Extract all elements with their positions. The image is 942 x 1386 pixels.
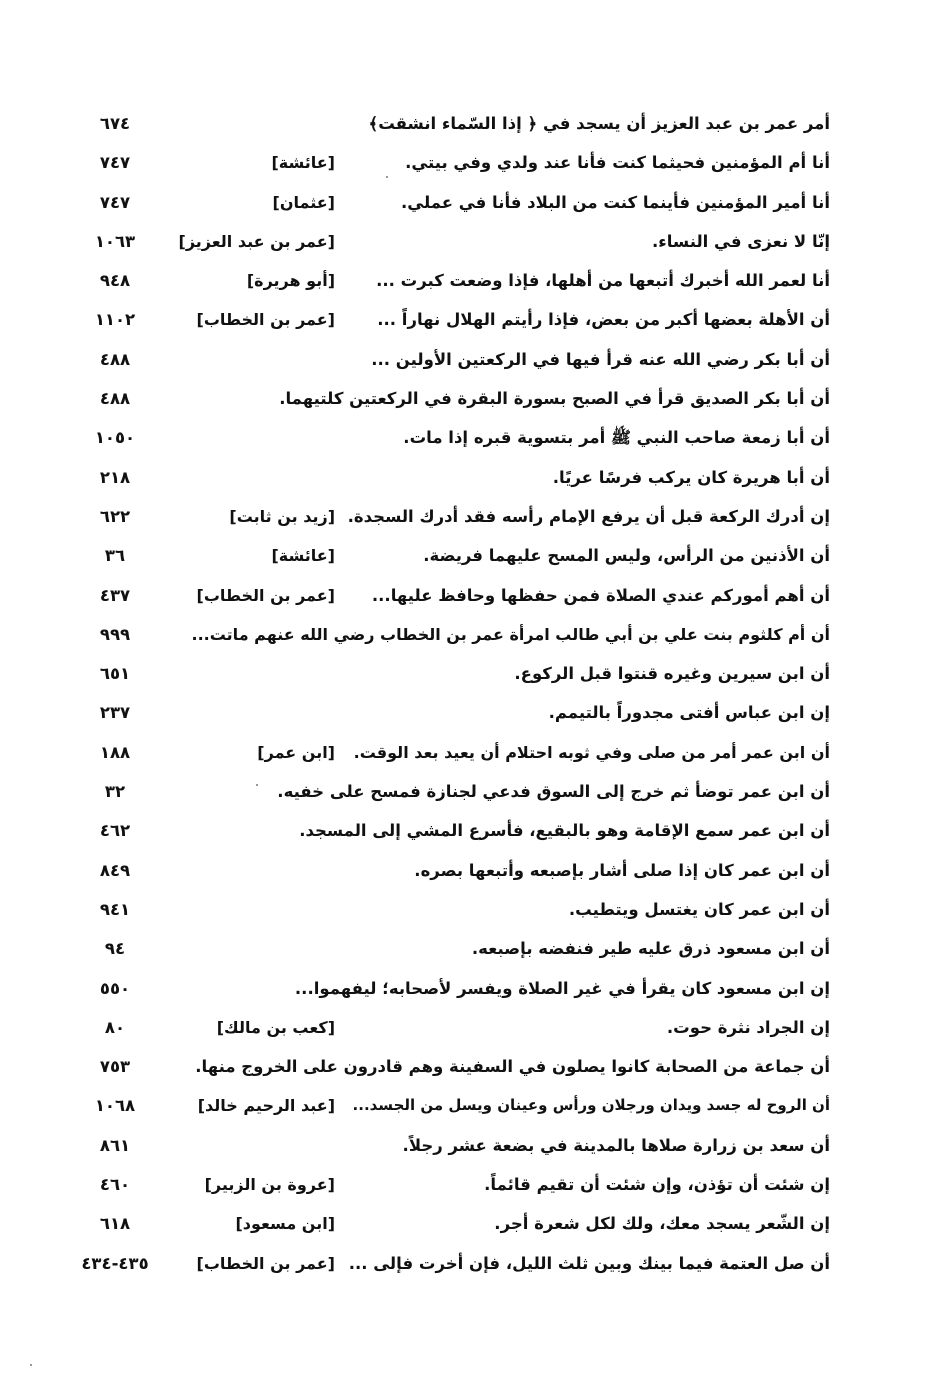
entry-page-number: ٤٨٨ xyxy=(99,349,131,369)
entry-text: أن أبا بكر رضي الله عنه قرأ فيها في الركعتين الأولين ... xyxy=(371,349,830,369)
entry-page-number: ١٠٦٨ xyxy=(94,1096,136,1116)
entry-text: أن ابن عمر كان إذا صلى أشار بإصبعه وأتبعها بصره. xyxy=(414,860,830,880)
entry-text: أن أبا بكر الصديق قرأ في الصبح بسورة البقرة في الركعتين كلتيهما. xyxy=(279,389,830,409)
entry-page-number: ٤٨٨ xyxy=(99,389,131,409)
entry-text: إن الشّعر يسجد معك، ولك لكل شعرة أجر. xyxy=(494,1214,830,1234)
index-entry xyxy=(60,147,830,186)
entry-page-number: ٦١٨ xyxy=(99,1214,131,1234)
index-entry xyxy=(60,776,830,815)
scan-speck xyxy=(256,784,258,786)
entry-text: أن ابن عمر سمع الإقامة وهو بالبقيع، فأسرع المشي إلى المسجد. xyxy=(299,821,830,841)
index-entry xyxy=(60,1130,830,1169)
index-entry xyxy=(60,1090,830,1129)
index-entry xyxy=(60,580,830,619)
entry-page-number: ٨٦١ xyxy=(99,1135,131,1155)
entry-text: أن ابن سيرين وغيره قنتوا قبل الركوع. xyxy=(514,664,830,684)
entry-page-number: ٤٣٧ xyxy=(99,585,131,605)
entry-text: أنا أمير المؤمنين فأينما كنت من البلاد فأنا في عملي. xyxy=(401,192,830,212)
entry-page-number: ٧٤٧ xyxy=(99,153,131,173)
entry-page-number: ٧٥٣ xyxy=(99,1057,131,1077)
index-entry xyxy=(60,737,830,776)
entry-text: أن جماعة من الصحابة كانوا يصلون في السفينة وهم قادرون على الخروج منها. xyxy=(195,1057,830,1077)
entry-text: أن الأذنين من الرأس، وليس المسح عليهما فريضة. xyxy=(423,546,830,566)
entry-source: [عمر بن الخطاب] xyxy=(196,310,335,330)
index-entry xyxy=(60,619,830,658)
entry-text: إن الجراد نثرة حوت. xyxy=(666,1017,830,1037)
index-entry xyxy=(60,855,830,894)
entry-source: [عبد الرحيم خالد] xyxy=(197,1096,335,1116)
index-entry xyxy=(60,226,830,265)
entry-source: [ابن عمر] xyxy=(257,742,335,762)
entry-text: إن شئت أن تؤذن، وإن شئت أن تقيم قائماً. xyxy=(484,1175,830,1195)
index-entry xyxy=(60,1051,830,1090)
entry-text: أن الأهلة بعضها أكبر من بعض، فإذا رأيتم الهلال نهاراً ... xyxy=(377,310,830,330)
entry-page-number: ٦٧٤ xyxy=(99,114,131,133)
entry-text: أمر عمر بن عبد العزيز أن يسجد في ﴿ إذا السّماء انشقت﴾ xyxy=(368,114,830,133)
entry-page-number: ٩٩٩ xyxy=(99,624,131,644)
entry-text: أن أم كلثوم بنت علي بن أبي طالب امرأة عمر بن الخطاب رضي الله عنهم ماتت... xyxy=(191,624,830,644)
entry-text: أن ابن مسعود ذرق عليه طير فنفضه بإصبعه. xyxy=(471,939,830,959)
index-entry xyxy=(60,540,830,579)
entry-text: أن ابن عمر كان يغتسل ويتطيب. xyxy=(568,899,830,919)
index-entry xyxy=(60,383,830,422)
index-entry xyxy=(60,973,830,1012)
entry-text: أن صل العتمة فيما بينك وبين ثلث الليل، فإن أخرت فإلى ... xyxy=(348,1253,830,1273)
entry-page-number: ٢١٨ xyxy=(99,467,131,487)
index-entry xyxy=(60,108,830,147)
entry-text: إن أدرك الركعة قبل أن يرفع الإمام رأسه فقد أدرك السجدة. xyxy=(347,506,830,526)
entry-text: أنا لعمر الله أخبرك أتبعها من أهلها، فإذا وضعت كبرت ... xyxy=(376,271,830,291)
entry-page-number: ٧٤٧ xyxy=(99,192,131,212)
index-entry xyxy=(60,1248,830,1287)
entry-source: [عمر بن الخطاب] xyxy=(196,585,335,605)
index-entry xyxy=(60,933,830,972)
entry-page-number: ٦٢٢ xyxy=(99,506,131,526)
entry-page-number: ٨٤٩ xyxy=(99,860,131,880)
entry-page-number: ٩٤ xyxy=(104,939,126,959)
index-entry xyxy=(60,1208,830,1247)
entry-page-number: ٣٦ xyxy=(104,546,126,566)
entry-source: [أبو هريرة] xyxy=(246,271,335,291)
entry-text: أنا أم المؤمنين فحيثما كنت فأنا عند ولدي وفي بيتي. xyxy=(405,153,830,173)
entry-source: [زيد بن ثابت] xyxy=(229,506,335,526)
entry-page-number: ١٨٨ xyxy=(99,742,131,762)
entry-text: أن أبا زمعة صاحب النبي ﷺ أمر بتسوية قبره إذا مات. xyxy=(403,428,830,448)
entry-text: أن الروح له جسد ويدان ورجلان ورأس وعينان ويسل من الجسد... xyxy=(352,1096,830,1115)
entry-source: [عمر بن الخطاب] xyxy=(196,1253,335,1273)
index-entry xyxy=(60,187,830,226)
entry-page-number: ٨٠ xyxy=(104,1017,126,1037)
entry-text: إن ابن مسعود كان يقرأ في غير الصلاة ويفسر لأصحابه؛ ليفهموا... xyxy=(294,978,830,998)
entry-source: [عمر بن عبد العزيز] xyxy=(178,231,335,251)
entry-page-number: ٤٣٥-٤٣٤ xyxy=(81,1253,149,1273)
entry-page-number: ٤٦٢ xyxy=(99,821,131,841)
entry-page-number: ١١٠٢ xyxy=(94,310,136,330)
index-entry xyxy=(60,697,830,736)
entry-source: [عائشة] xyxy=(271,546,335,566)
index-entry xyxy=(60,265,830,304)
entry-text: أن ابن عمر توضأ ثم خرج إلى السوق فدعي لجنازة فمسح على خفيه. xyxy=(277,782,830,802)
entry-text: إن ابن عباس أفتى مجدوراً بالتيمم. xyxy=(548,703,830,723)
entry-page-number: ٦٥١ xyxy=(99,664,131,684)
index-entry xyxy=(60,1012,830,1051)
entry-page-number: ٥٥٠ xyxy=(99,978,131,998)
index-entry xyxy=(60,894,830,933)
entry-text: أن ابن عمر أمر من صلى وفي ثوبه احتلام أن يعيد بعد الوقت. xyxy=(353,742,830,762)
entry-source: [كعب بن مالك] xyxy=(216,1017,335,1037)
entry-source: [عثمان] xyxy=(272,192,335,212)
entry-source: [عروة بن الزبير] xyxy=(204,1175,335,1195)
entry-page-number: ٢٣٧ xyxy=(99,703,131,723)
index-entry xyxy=(60,344,830,383)
entry-page-number: ٣٢ xyxy=(104,782,126,802)
index-entry xyxy=(60,658,830,697)
index-entries xyxy=(60,108,830,1287)
entry-text: أن سعد بن زرارة صلاها بالمدينة في بضعة عشر رجلاً. xyxy=(402,1135,830,1155)
entry-page-number: ١٠٥٠ xyxy=(94,428,136,448)
entry-source: [عائشة] xyxy=(271,153,335,173)
index-entry xyxy=(60,462,830,501)
entry-source: [ابن مسعود] xyxy=(235,1214,335,1234)
entry-text: إنّا لا نعزى في النساء. xyxy=(652,231,830,251)
index-entry xyxy=(60,422,830,461)
entry-page-number: ٩٤٨ xyxy=(99,271,131,291)
entry-text: أن أبا هريرة كان يركب فرسًا عريًا. xyxy=(552,467,830,487)
scan-speck xyxy=(386,176,388,178)
index-entry xyxy=(60,304,830,343)
scan-speck xyxy=(30,1364,32,1366)
entry-page-number: ٤٦٠ xyxy=(99,1175,131,1195)
entry-page-number: ٩٤١ xyxy=(99,899,131,919)
index-entry xyxy=(60,1169,830,1208)
entry-text: أن أهم أموركم عندي الصلاة فمن حفظها وحافظ عليها... xyxy=(371,585,830,605)
index-entry xyxy=(60,815,830,854)
entry-page-number: ١٠٦٣ xyxy=(94,231,136,251)
index-entry xyxy=(60,501,830,540)
